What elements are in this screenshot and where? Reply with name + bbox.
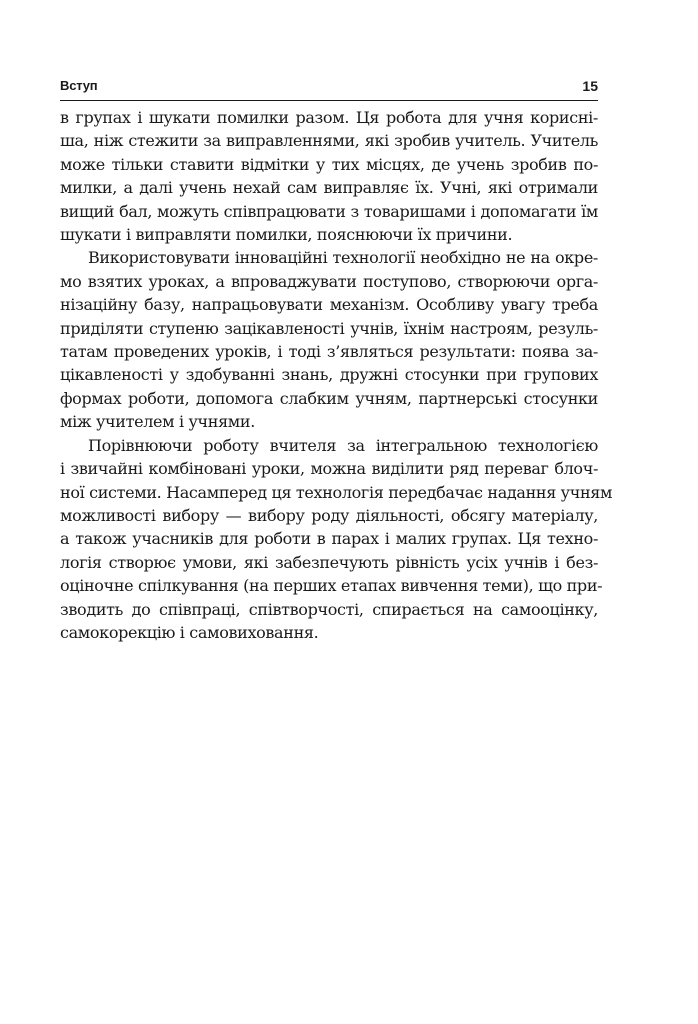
- text-line: оціночне спілкування (на перших етапах вивчення теми), що при-: [60, 576, 603, 596]
- text-line: вищий бал, можуть співпрацювати з товаришами і допомагати їм: [60, 201, 598, 221]
- text-line: мо взятих уроках, а впроваджувати поступово, створюючи орга-: [60, 271, 598, 291]
- text-line: нізаційну базу, напрацьовувати механізм. Особливу увагу треба: [60, 295, 598, 315]
- body-text: [60, 106, 613, 644]
- text-line: ша, ніж стежити за виправленнями, які зробив учитель. Учитель: [60, 131, 598, 151]
- running-header: [60, 78, 598, 101]
- paragraph-3: [60, 434, 613, 645]
- section-title: Вступ: [60, 78, 98, 93]
- text-line: може тільки ставити відмітки у тих місцях, де учень зробив по-: [60, 154, 598, 174]
- page-number: 15: [582, 78, 598, 94]
- text-line: татам проведених уроків, і тоді з’являться результати: поява за-: [60, 342, 598, 362]
- text-line: Використовувати інноваційні технології необхідно не на окре-: [88, 248, 598, 268]
- text-line: логія створює умови, які забезпечують рівність усіх учнів і без-: [60, 552, 598, 572]
- text-line: ної системи. Насамперед ця технологія передбачає надання учням: [60, 482, 613, 502]
- text-line: шукати і виправляти помилки, пояснюючи їх причини.: [60, 225, 513, 245]
- paragraph-2: [60, 246, 598, 433]
- text-line: милки, а далі учень нехай сам виправляє їх. Учні, які отримали: [60, 178, 598, 198]
- text-line: самокорекцію і самовиховання.: [60, 622, 319, 642]
- text-line: зводить до співпраці, співтворчості, спирається на самооцінку,: [60, 599, 598, 619]
- text-line: приділяти ступеню зацікавленості учнів, їхнім настроям, резуль-: [60, 318, 598, 338]
- text-line: Порівнюючи роботу вчителя за інтегральною технологією: [88, 435, 598, 455]
- text-line: і звичайні комбіновані уроки, можна виділити ряд переваг блоч-: [60, 459, 598, 479]
- text-line: цікавленості у здобуванні знань, дружні стосунки при групових: [60, 365, 598, 385]
- text-line: в групах і шукати помилки разом. Ця робота для учня корисні-: [60, 108, 598, 127]
- paragraph-1: [60, 106, 598, 246]
- text-line: між учителем і учнями.: [60, 412, 255, 432]
- text-line: можливості вибору — вибору роду діяльності, обсягу матеріалу,: [60, 505, 598, 525]
- text-line: а також учасників для роботи в парах і малих групах. Ця техно-: [60, 529, 598, 549]
- text-line: формах роботи, допомога слабким учням, партнерські стосунки: [60, 388, 598, 408]
